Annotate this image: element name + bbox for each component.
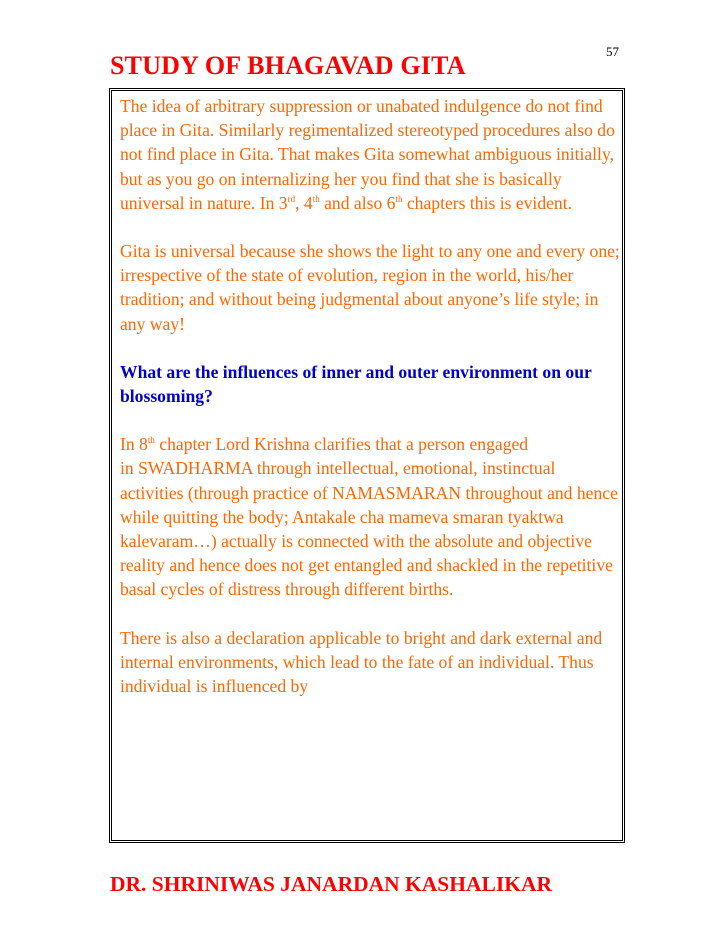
paragraph-text: chapter Lord Krishna clarifies that a person engaged [154, 434, 529, 455]
paragraph-text: chapters this is evident. [402, 192, 573, 213]
content-box [109, 88, 625, 843]
question-heading: What are the influences of inner and outer environment on our blossoming? [120, 361, 592, 407]
superscript: rd [287, 193, 296, 204]
paragraph-suppression-indulgence [120, 94, 622, 215]
paragraph-text: , 4 [295, 192, 313, 213]
superscript: th [395, 193, 403, 204]
paragraph-environments: There is also a declaration applicable to bright and dark external and internal environments, which lead to the fate of an individual. Thus individual is influenced by [120, 627, 603, 697]
author-name: DR. SHRINIWAS JANARDAN KASHALIKAR [110, 872, 552, 896]
paragraph-text: and also 6 [319, 192, 396, 213]
superscript: th [147, 435, 155, 446]
paragraph-text: The idea of arbitrary suppression or unabated indulgence do not find place in Gita. Similarly regimentalized stereotyped procedures also do not find place in Gita. That makes Gita somewhat ambiguous initially, but as you go on internalizing her you find that she is basically universal in nature. In 3 [120, 96, 615, 213]
paragraph-text: in SWADHARMA through intellectual, emotional, instinctual activities (through practice of NAMASMARAN throughout and hence while quitting the body; Antakale cha mameva smaran tyaktwa kalevaram…) actually is connected with the absolute and objective reality and hence does not get entangled and shackled in the repetitive basal cycles of distress through different births. [120, 458, 618, 600]
page-number: 57 [606, 44, 619, 59]
paragraph-gita-universal: Gita is universal because she shows the light to any one and every one; irrespective of the state of evolution, region in the world, his/her tradition; and without being judgmental about anyone’s life style; in any way! [120, 241, 620, 334]
page-title: STUDY OF BHAGAVAD GITA [110, 51, 466, 80]
paragraph-eighth-chapter [120, 432, 622, 601]
paragraph-text: In 8 [120, 434, 148, 455]
superscript: th [312, 193, 320, 204]
